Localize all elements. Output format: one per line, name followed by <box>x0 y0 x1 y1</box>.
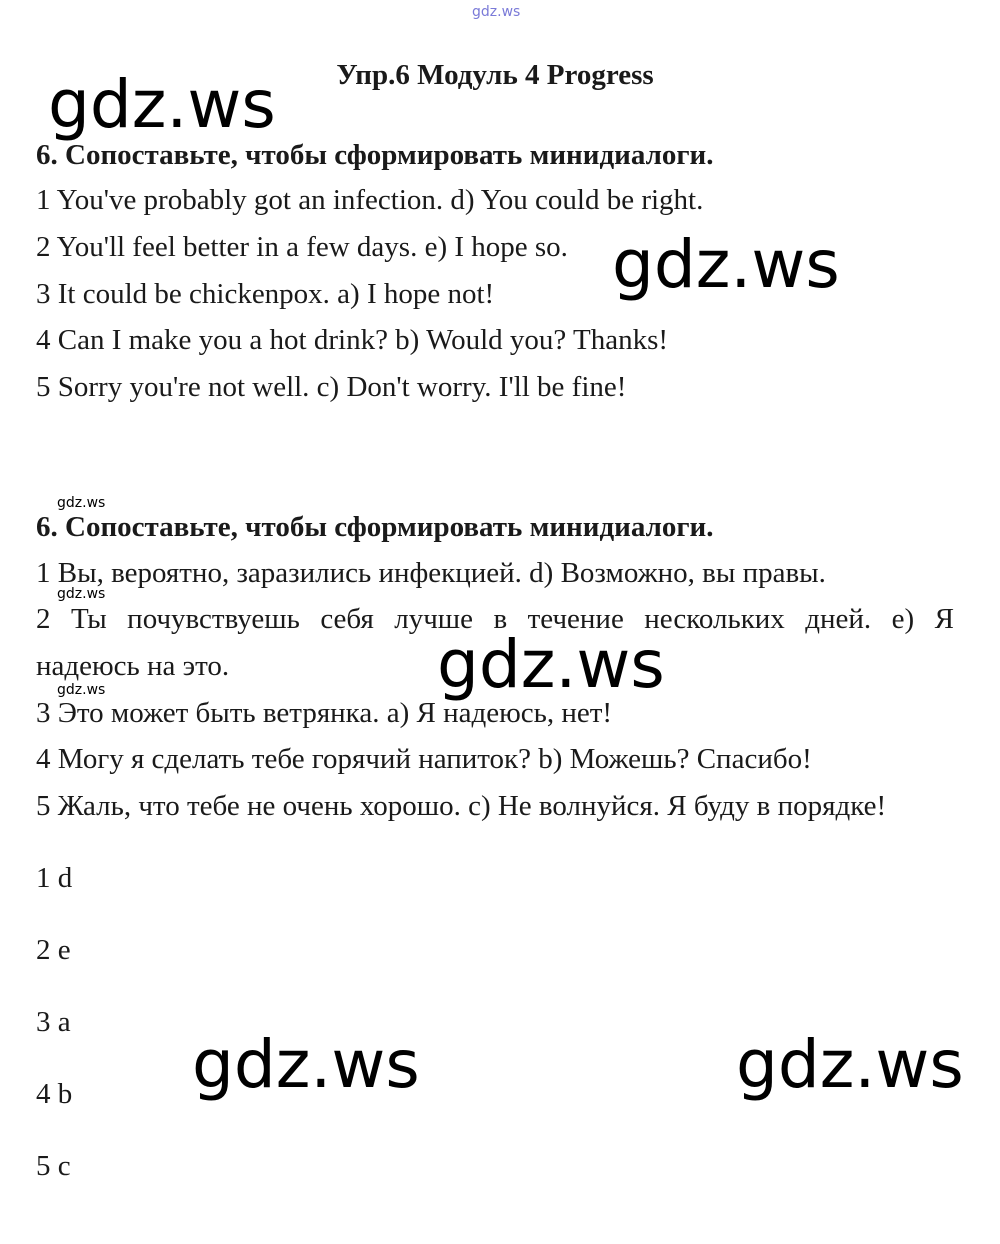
russian-line-2: 2 Ты почувствуешь себя лучше в течение нескольких дней. e) Я <box>36 603 954 635</box>
english-line-3: 3 It could be chickenpox. a) I hope not! <box>36 278 495 310</box>
english-line-5: 5 Sorry you're not well. c) Don't worry. I'll be fine! <box>36 371 627 403</box>
answer-4: 4 b <box>36 1078 73 1110</box>
watermark-large-2: gdz.ws <box>612 226 840 303</box>
answer-2: 2 e <box>36 934 71 966</box>
watermark-small-3: gdz.ws <box>57 682 106 698</box>
russian-line-2-cont: надеюсь на это. <box>36 650 230 682</box>
russian-line-3: 3 Это может быть ветрянка. a) Я надеюсь, нет! <box>36 697 613 729</box>
watermark-large-3: gdz.ws <box>437 626 665 703</box>
russian-line-1: 1 Вы, вероятно, заразились инфекцией. d) Возможно, вы правы. <box>36 557 826 589</box>
page-title: Упр.6 Модуль 4 Progress <box>336 59 654 91</box>
answer-3: 3 a <box>36 1006 71 1038</box>
watermark-large-1: gdz.ws <box>48 66 276 143</box>
russian-line-5: 5 Жаль, что тебе не очень хорошо. c) Не волнуйся. Я буду в порядке! <box>36 790 887 822</box>
english-line-2: 2 You'll feel better in a few days. e) I hope so. <box>36 231 568 263</box>
russian-heading: 6. Сопоставьте, чтобы сформировать минидиалоги. <box>36 511 714 543</box>
watermark-top: gdz.ws <box>472 4 521 20</box>
answer-1: 1 d <box>36 862 73 894</box>
watermark-small-1: gdz.ws <box>57 495 106 511</box>
english-line-1: 1 You've probably got an infection. d) You could be right. <box>36 184 704 216</box>
english-heading: 6. Сопоставьте, чтобы сформировать минидиалоги. <box>36 139 714 171</box>
watermark-large-4: gdz.ws <box>192 1026 420 1103</box>
watermark-large-5: gdz.ws <box>736 1026 964 1103</box>
english-line-4: 4 Can I make you a hot drink? b) Would you? Thanks! <box>36 324 669 356</box>
answer-5: 5 c <box>36 1150 71 1182</box>
watermark-small-2: gdz.ws <box>57 586 106 602</box>
russian-line-4: 4 Могу я сделать тебе горячий напиток? b) Можешь? Спасибо! <box>36 743 812 775</box>
